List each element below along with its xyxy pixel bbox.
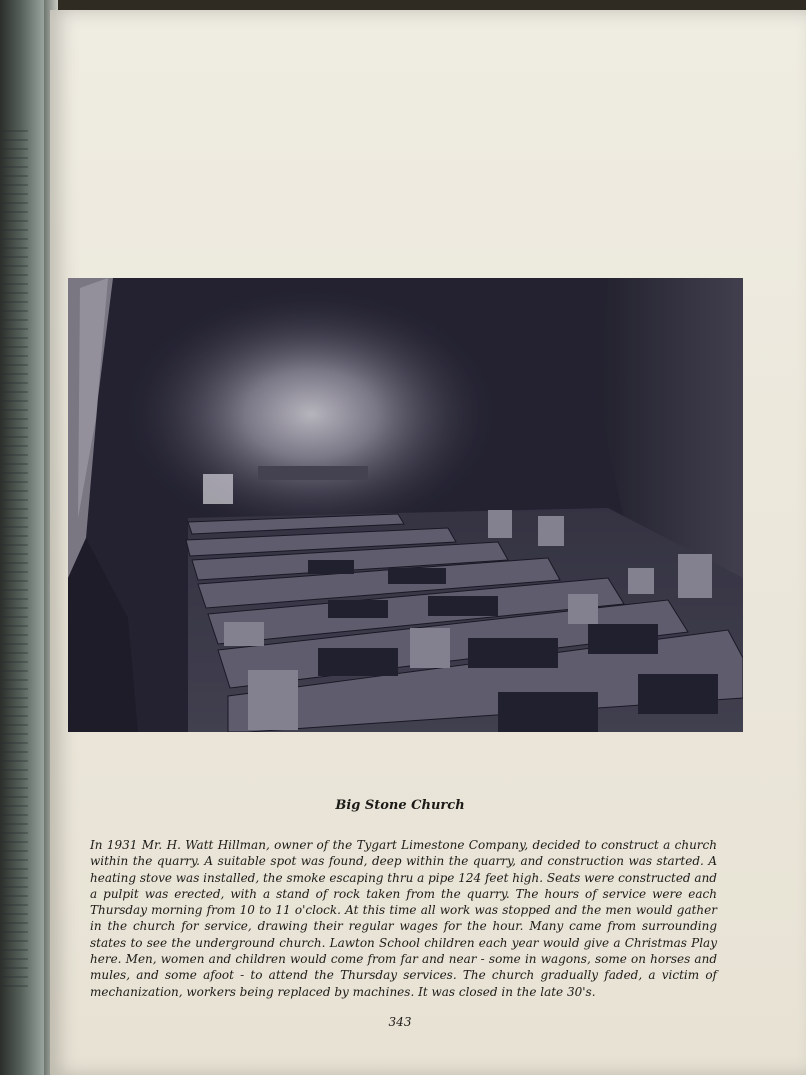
body-paragraph: In 1931 Mr. H. Watt Hillman, owner of the Tygart Limestone Company, decided to construct a church within the quarry. A suitable spot was found, deep within the quarry, and construction was started. A heating stove was installed, the smoke escaping thru a pipe 124 feet high. Seats were constructed and a pulpit was erected, with a stand of rock taken from the quarry. The hours of service were each Thursday morning from 10 to 11 o'clock. At this time all work was stopped and the men would gather in the church for service, drawing their regular wages for the hour. Many came from surrounding states to see the underground church. Lawton School children each year would give a Christmas Play here. Men, women and children would come from far and near - some in wagons, some on horses and mules, and some afoot - to attend the Thursday services. The church gradually faded, a victim of mechanization, workers being replaced by machines. It was closed in the late 30's. — [90, 838, 717, 999]
photo-caption: Big Stone Church — [335, 798, 465, 813]
church-photograph — [68, 278, 743, 732]
page-number: 343 — [388, 1015, 412, 1029]
left-page-text-fragment — [0, 130, 28, 990]
quarry-church-image — [68, 278, 743, 732]
book-page — [50, 10, 806, 1075]
